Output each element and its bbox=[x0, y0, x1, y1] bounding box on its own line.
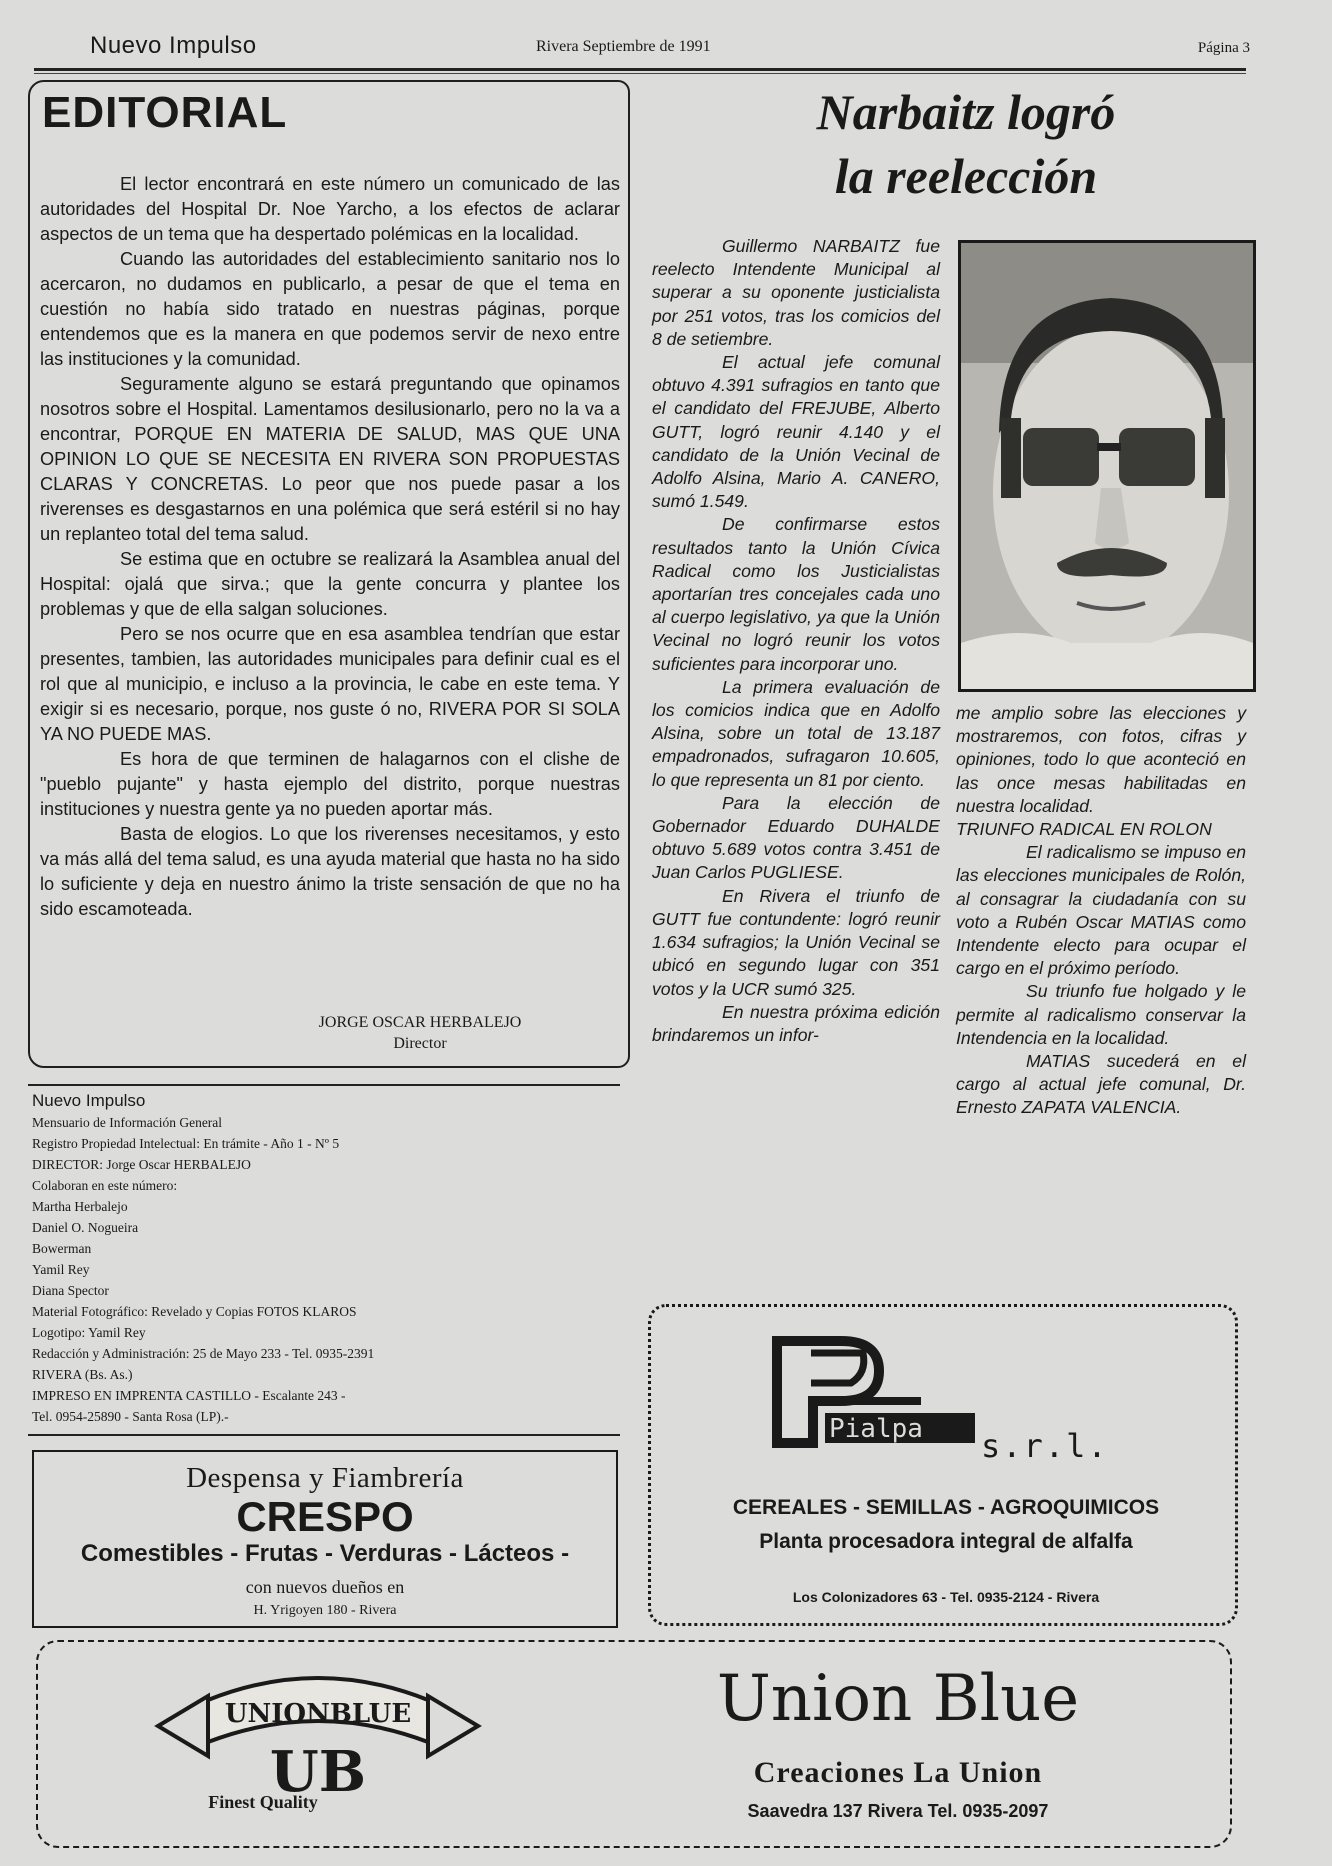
unionblue-address: Saavedra 137 Rivera Tel. 0935-2097 bbox=[747, 1801, 1049, 1821]
crespo-name: CRESPO bbox=[236, 1493, 414, 1540]
staff-box bbox=[32, 1090, 612, 1427]
staff-line: Colaboran en este número: bbox=[32, 1178, 178, 1193]
ad-unionblue bbox=[36, 1640, 1232, 1848]
editorial-paragraph: Es hora de que terminen de halagarnos con el clishe de "pueblo pujante" y hasta ejemplo del distrito, porque nuestras instituciones y nuestra gente ya no pueden aportar más. bbox=[40, 749, 620, 819]
masthead-rule-thin bbox=[34, 73, 1246, 74]
page-label: Página 3 bbox=[1197, 40, 1250, 56]
unionblue-tagline: Finest Quality bbox=[208, 1792, 318, 1812]
unionblue-mark: UB bbox=[269, 1739, 367, 1805]
editorial-paragraph: Se estima que en octubre se realizará la Asamblea anual del Hospital: ojalá que sirva.; que la gente concurra y plantee los problemas y que de ella salgan soluciones. bbox=[40, 549, 620, 619]
article-paragraph: De confirmarse estos resultados tanto la Unión Cívica Radical como los Justicialistas aportarían tres concejales cada uno al cuerpo legislativo, ya que la Unión Vecinal no logró reunir los votos suficientes para incorporar uno. bbox=[652, 514, 940, 674]
staff-line: Tel. 0954-25890 - Santa Rosa (LP).- bbox=[32, 1409, 229, 1424]
editorial-signature bbox=[270, 1012, 570, 1054]
crespo-products: Comestibles - Frutas - Verduras - Lácteos - bbox=[80, 1540, 570, 1567]
pialpa-line2: Planta procesadora integral de alfalfa bbox=[759, 1530, 1133, 1553]
signature-name: JORGE OSCAR HERBALEJO bbox=[318, 1014, 522, 1031]
ad-pialpa bbox=[648, 1304, 1238, 1626]
unionblue-banner-text: UNIONBLUE bbox=[224, 1699, 412, 1729]
article-subhead: TRIUNFO RADICAL EN ROLON bbox=[956, 819, 1212, 840]
article-paragraph: me amplio sobre las elecciones y mostraremos, con fotos, cifras y opiniones, todo lo que aconteció en las once mesas habilitadas en nuestra localidad. bbox=[956, 703, 1246, 816]
editorial-title: EDITORIAL bbox=[42, 88, 288, 137]
staff-line: Redacción y Administración: 25 de Mayo 233 - Tel. 0935-2391 bbox=[32, 1346, 375, 1361]
article-paragraph: Para la elección de Gobernador Eduardo DUHALDE obtuvo 5.689 votos contra 3.451 de Juan Carlos PUGLIESE. bbox=[652, 792, 940, 883]
article-paragraph: El actual jefe comunal obtuvo 4.391 sufragios en tanto que el candidato del FREJUBE, Alberto GUTT, logró reunir 4.140 y el candidato de la Unión Vecinal de Adolfo Alsina, Mario A. CANERO, sumó 1.549. bbox=[652, 352, 940, 512]
staff-line: Diana Spector bbox=[32, 1283, 109, 1298]
article-paragraph: La primera evaluación de los comicios indica que en Adolfo Alsina, sobre un total de 13.187 empadronados, sufragaron 10.605, lo que representa un 81 por ciento. bbox=[652, 676, 940, 790]
editorial-box bbox=[28, 80, 630, 1068]
article-headline bbox=[636, 80, 1296, 208]
staff-line: Daniel O. Nogueira bbox=[32, 1220, 139, 1235]
paper-name: Nuevo Impulso bbox=[90, 32, 257, 59]
staff-line: IMPRESO EN IMPRENTA CASTILLO - Escalante 243 - bbox=[32, 1388, 346, 1403]
portrait-illustration bbox=[961, 243, 1253, 689]
article-column-2 bbox=[956, 702, 1246, 1120]
staff-line: Material Fotográfico: Revelado y Copias FOTOS KLAROS bbox=[32, 1304, 357, 1319]
crespo-address: H. Yrigoyen 180 - Rivera bbox=[253, 1603, 397, 1618]
staff-rule-bottom bbox=[28, 1434, 620, 1436]
article-paragraph: MATIAS sucederá en el cargo al actual jefe comunal, Dr. Ernesto ZAPATA VALENCIA. bbox=[956, 1051, 1246, 1118]
article-paragraph: En Rivera el triunfo de GUTT fue contundente: logró reunir 1.634 sufragios; la Unión Vecinal se ubicó en segundo lugar con 351 votos y la UCR sumó 325. bbox=[652, 885, 940, 999]
signature-role: Director bbox=[393, 1035, 447, 1052]
staff-line: Mensuario de Información General bbox=[32, 1115, 223, 1130]
pialpa-logo-text: Pialpa bbox=[829, 1414, 923, 1444]
staff-line: Yamil Rey bbox=[32, 1262, 90, 1277]
date-line: Rivera Septiembre de 1991 bbox=[536, 38, 711, 55]
pialpa-srl: s.r.l. bbox=[981, 1427, 1109, 1465]
staff-line: Registro Propiedad Intelectual: En trámite - Año 1 - Nº 5 bbox=[32, 1136, 340, 1151]
crespo-line1: Despensa y Fiambrería bbox=[186, 1462, 464, 1494]
editorial-body bbox=[40, 172, 620, 922]
crespo-owners: con nuevos dueños en bbox=[245, 1577, 405, 1597]
unionblue-subtitle: Creaciones La Union bbox=[753, 1756, 1043, 1789]
pialpa-details bbox=[651, 1491, 1241, 1559]
portrait-photo bbox=[958, 240, 1256, 692]
editorial-paragraph: Basta de elogios. Lo que los riverenses necesitamos, y esto va más allá del tema salud, es una ayuda material que hasta no ha sido lo suficiente y deja en nuestro ánimo la triste sensación de que no ha sido escamoteada. bbox=[40, 824, 620, 919]
staff-paper-name: Nuevo Impulso bbox=[32, 1091, 146, 1110]
ad-crespo bbox=[32, 1450, 618, 1628]
article-paragraph: En nuestra próxima edición brindaremos un infor- bbox=[652, 1001, 940, 1045]
pialpa-line1: CEREALES - SEMILLAS - AGROQUIMICOS bbox=[732, 1496, 1160, 1519]
editorial-paragraph: El lector encontrará en este número un comunicado de las autoridades del Hospital Dr. Noe Yarcho, a los efectos de aclarar aspectos de un tema que ha despertado polémicas en la localidad. bbox=[40, 174, 620, 244]
article-column-1 bbox=[652, 235, 940, 1047]
masthead bbox=[90, 32, 1250, 66]
headline-line1: Narbaitz logró bbox=[816, 84, 1116, 140]
article-paragraph: Guillermo NARBAITZ fue reelecto Intendente Municipal al superar a su oponente justicialista por 251 votos, tras los comicios del 8 de setiembre. bbox=[652, 236, 940, 349]
staff-rule bbox=[28, 1084, 620, 1086]
staff-line: DIRECTOR: Jorge Oscar HERBALEJO bbox=[32, 1157, 251, 1172]
staff-line: Martha Herbalejo bbox=[32, 1199, 128, 1214]
staff-line: Logotipo: Yamil Rey bbox=[32, 1325, 146, 1340]
unionblue-title: Union Blue bbox=[716, 1662, 1080, 1736]
editorial-paragraph: Cuando las autoridades del establecimiento sanitario nos lo acercaron, no dudamos en publicarlo, a pesar de que el tema en cuestión no había sido tratado en nuestras páginas, porque entendemos que es la manera en que podemos servir de nexo entre las instituciones y la comunidad. bbox=[40, 249, 620, 369]
masthead-rule bbox=[34, 68, 1246, 71]
staff-line: Bowerman bbox=[32, 1241, 92, 1256]
pialpa-address: Los Colonizadores 63 - Tel. 0935-2124 - Rivera bbox=[792, 1589, 1100, 1605]
staff-line: RIVERA (Bs. As.) bbox=[32, 1367, 133, 1382]
article-paragraph: El radicalismo se impuso en las elecciones municipales de Rolón, al consagrar la ciudadanía con su voto a Rubén Oscar MATIAS como Intendente electo para ocupar el cargo en el próximo período. bbox=[956, 842, 1246, 979]
article-paragraph: Su triunfo fue holgado y le permite al radicalismo conservar la Intendencia en la localidad. bbox=[956, 981, 1246, 1048]
editorial-paragraph: Pero se nos ocurre que en esa asamblea tendrían que estar presentes, tambien, las autoridades municipales para definir cual es el rol que al municipio, e incluso a la provincia, le cabe en este tema. Y exigir si es necesario, porque, nos guste ó no, RIVERA POR SI SOLA YA NO PUEDE MAS. bbox=[40, 624, 620, 744]
editorial-paragraph: Seguramente alguno se estará preguntando que opinamos nosotros sobre el Hospital. Lamentamos desilusionarlo, pero no la va a encontrar, PORQUE EN MATERIA DE SALUD, MAS QUE UNA OPINION LO QUE SE NECESITA EN RIVERA SON PROPUESTAS CLARAS Y CONCRETAS. Lo peor que nos puede pasar a los riverenses es desgastarnos en una polémica que será estéril si no hay un replanteo total del tema salud. bbox=[40, 374, 620, 544]
headline-line2: la reelección bbox=[834, 148, 1098, 204]
